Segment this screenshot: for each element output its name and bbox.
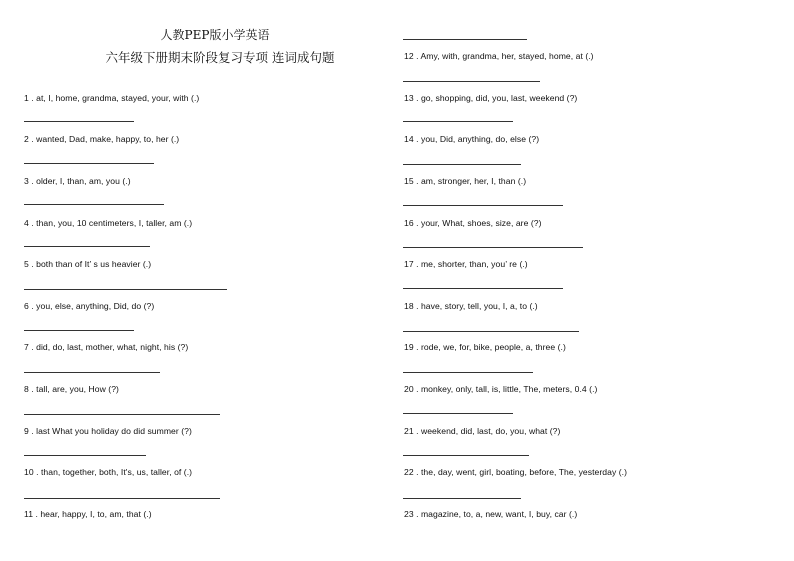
question-item: [0, 176, 395, 218]
answer-line[interactable]: [403, 331, 579, 332]
answer-line[interactable]: [24, 246, 150, 247]
answer-line[interactable]: [403, 413, 513, 414]
question-text: 16 . your, What, shoes, size, are (?): [404, 218, 542, 228]
answer-line[interactable]: [24, 414, 220, 415]
answer-line[interactable]: [24, 372, 160, 373]
question-text: 7 . did, do, last, mother, what, night, his (?): [24, 342, 189, 352]
question-item: [397, 301, 794, 343]
question-text: 5 . both than of It’ s us heavier (.): [24, 259, 152, 269]
answer-line[interactable]: [24, 204, 164, 205]
answer-line[interactable]: [24, 121, 134, 122]
answer-line[interactable]: [403, 372, 533, 373]
question-item: [397, 426, 794, 468]
answer-line[interactable]: [403, 121, 513, 122]
question-item: [0, 426, 395, 468]
answer-line[interactable]: [24, 289, 227, 290]
question-item: [0, 342, 395, 384]
question-text: 4 . than, you, 10 centimeters, I, taller, am (.): [24, 218, 193, 228]
question-text: 17 . me, shorter, than, you’ re (.): [404, 259, 528, 269]
question-text: 12 . Amy, with, grandma, her, stayed, home, at (.): [404, 51, 594, 61]
question-text: 2 . wanted, Dad, make, happy, to, her (.): [24, 134, 180, 144]
question-item: [397, 259, 794, 301]
answer-line[interactable]: [24, 163, 154, 164]
question-text: 13 . go, shopping, did, you, last, weekend (?): [404, 93, 578, 103]
question-item: [397, 467, 794, 509]
question-text: 6 . you, else, anything, Did, do (?): [24, 301, 155, 311]
question-item: [397, 509, 794, 551]
answer-line[interactable]: [403, 39, 527, 40]
page-subtitle: 六年级下册期末阶段复习专项 连词成句题: [105, 50, 335, 65]
question-text: 14 . you, Did, anything, do, else (?): [404, 134, 540, 144]
page-title: 人教PEP版小学英语: [160, 28, 270, 42]
question-text: 9 . last What you holiday do did summer (?): [24, 426, 192, 436]
answer-line[interactable]: [403, 498, 521, 499]
question-text: 10 . than, together, both, It's, us, taller, of (.): [24, 467, 193, 477]
question-item: [397, 51, 794, 93]
question-text: 15 . am, stronger, her, I, than (.): [404, 176, 527, 186]
question-text: 20 . monkey, only, tall, is, little, The, meters, 0.4 (.): [404, 384, 598, 394]
question-item: [0, 259, 395, 301]
answer-line[interactable]: [403, 205, 563, 206]
answer-line[interactable]: [24, 498, 220, 499]
question-text: 3 . older, I, than, am, you (.): [24, 176, 131, 186]
answer-line[interactable]: [403, 288, 563, 289]
question-text: 21 . weekend, did, last, do, you, what (?): [404, 426, 561, 436]
question-item: [397, 93, 794, 135]
question-item: [397, 218, 794, 260]
question-text: 19 . rode, we, for, bike, people, a, three (.): [404, 342, 566, 352]
question-item: [0, 509, 395, 551]
question-item: [0, 301, 395, 343]
answer-line[interactable]: [403, 455, 529, 456]
question-text: 11 . hear, happy, I, to, am, that (.): [24, 509, 152, 519]
answer-line[interactable]: [403, 247, 583, 248]
question-text: 18 . have, story, tell, you, I, a, to (.): [404, 301, 538, 311]
answer-line[interactable]: [403, 164, 521, 165]
question-text: 23 . magazine, to, a, new, want, I, buy, car (.): [404, 509, 578, 519]
question-text: 22 . the, day, went, girl, boating, before, The, yesterday (.): [404, 467, 627, 477]
question-text: 1 . at, I, home, grandma, stayed, your, with (.): [24, 93, 200, 103]
question-item: [0, 218, 395, 260]
question-item: [397, 342, 794, 384]
question-item: [0, 134, 395, 176]
question-text: 8 . tall, are, you, How (?): [24, 384, 119, 394]
question-item: [397, 384, 794, 426]
question-item: [0, 93, 395, 135]
question-item: [0, 467, 395, 509]
answer-line[interactable]: [24, 330, 134, 331]
answer-line[interactable]: [403, 81, 540, 82]
question-item: [397, 134, 794, 176]
answer-line[interactable]: [24, 455, 146, 456]
question-item: [0, 384, 395, 426]
question-item: [397, 176, 794, 218]
